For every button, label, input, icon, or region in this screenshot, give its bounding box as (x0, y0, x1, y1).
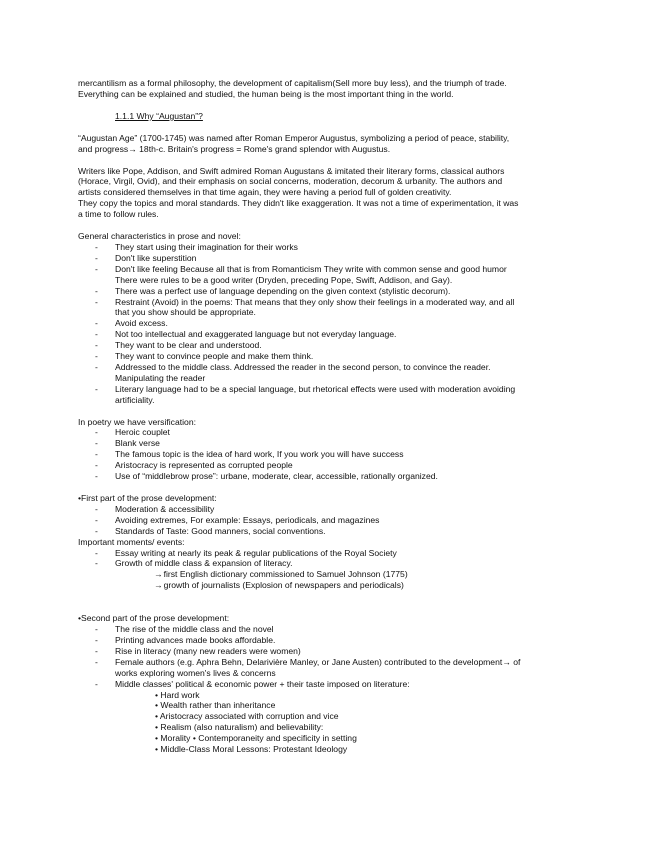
list-item-text: Not too intellectual and exaggerated language but not everyday language. (115, 329, 397, 340)
list-item (78, 362, 576, 384)
dash-marker: - (95, 318, 98, 329)
dash-marker: - (95, 361, 98, 372)
arrow-icon: → (154, 580, 163, 591)
sub-list-item-text: growth of journalists (Explosion of newspapers and periodicals) (163, 580, 404, 591)
list-item (78, 264, 576, 286)
list-item (78, 460, 576, 471)
list-item-text: Growth of middle class & expansion of literacy. (115, 558, 293, 569)
list-item (78, 526, 576, 537)
sub-list-item-text: first English dictionary commissioned to Samuel Johnson (1775) (163, 569, 408, 580)
list-item (78, 253, 576, 264)
list-item-text: Manipulating the reader (115, 372, 206, 383)
list-item (78, 351, 576, 362)
text-line: “Augustan Age” (1700-1745) was named after Roman Emperor Augustus, symbolizing a period of peace, stability, (78, 132, 510, 143)
list-item-text: Essay writing at nearly its peak & regular publications of the Royal Society (115, 547, 397, 558)
dash-marker: - (95, 514, 98, 525)
list-item (78, 548, 576, 559)
text-line: They copy the topics and moral standards. They didn't like exaggeration. It was not a time of experimentation, it was (78, 198, 519, 209)
list-item-text: Don't like feeling Because all that is from Romanticism They write with common sense and good humor (115, 263, 507, 274)
list-item (78, 646, 576, 657)
document-body (78, 78, 576, 755)
list-item-text: They start using their imagination for their works (115, 241, 298, 252)
list-item-text: Addressed to the middle class. Addressed the reader in the second person, to convince the reader. (115, 361, 491, 372)
list-item-text: The famous topic is the idea of hard work, If you work you will have success (115, 449, 404, 460)
dash-marker: - (95, 645, 98, 656)
list-item (78, 558, 576, 569)
bullet-item: • Aristocracy associated with corruption and vice (155, 711, 339, 722)
sub-list-item (78, 580, 576, 591)
first-part-list (78, 504, 576, 537)
list-item (78, 504, 576, 515)
dash-marker: - (95, 471, 98, 482)
list-item (78, 286, 576, 297)
list-item-text: The rise of the middle class and the novel (115, 624, 274, 635)
bullet-item: • Realism (also naturalism) and believability: (155, 722, 324, 733)
list-item (78, 515, 576, 526)
second-part-label: •Second part of the prose development: (78, 613, 230, 624)
dash-marker: - (95, 656, 98, 667)
text-line: (Horace, Virgil, Ovid), and their emphasis on social concerns, moderation, decorum & urbanity. The authors and (78, 176, 503, 187)
text-line: Everything can be explained and studied, the human being is the most important thing in the world. (78, 88, 454, 99)
text-line: and progress→ 18th-c. Britain's progress = Rome's grand splendor with Augustus. (78, 143, 391, 154)
list-item (78, 471, 576, 482)
general-characteristics-list (78, 242, 576, 406)
dash-marker: - (95, 351, 98, 362)
text-line: artists considered themselves in that time again, they were having a period full of golden creativity. (78, 187, 452, 198)
list-item-text: Moderation & accessibility (115, 503, 215, 514)
list-item (78, 679, 576, 690)
dash-marker: - (95, 285, 98, 296)
text-line: Writers like Pope, Addison, and Swift admired Roman Augustans & imitated their literary forms, classical authors (78, 165, 505, 176)
list-item-text: that you show should be appropriate. (115, 307, 256, 318)
list-item-text: Blank verse (115, 438, 160, 449)
bullet-sublist (78, 690, 576, 755)
list-item (78, 329, 576, 340)
augustan-paragraph (78, 133, 576, 155)
second-part-list (78, 624, 576, 755)
list-item (78, 449, 576, 460)
list-item-text: artificiality. (115, 394, 155, 405)
dash-marker: - (95, 634, 98, 645)
bullet-item: • Wealth rather than inheritance (155, 700, 276, 711)
text-line: mercantilism as a formal philosophy, the development of capitalism(Sell more buy less), and the triumph of trade. (78, 78, 507, 88)
list-item-text: Printing advances made books affordable. (115, 634, 276, 645)
list-item-text: Avoid excess. (115, 318, 168, 329)
list-item-text: There were rules to be a good writer (Dryden, preceding Pope, Swift, Addison, and Gay). (115, 274, 453, 285)
dash-marker: - (95, 296, 98, 307)
dash-marker: - (95, 438, 98, 449)
list-item-text: Female authors (e.g. Aphra Behn, Delarivière Manley, or Jane Austen) contributed to the development→ of (115, 656, 521, 667)
dash-marker: - (95, 460, 98, 471)
dash-marker: - (95, 547, 98, 558)
list-item (78, 318, 576, 329)
dash-marker: - (95, 624, 98, 635)
list-item-text: Heroic couplet (115, 427, 170, 438)
list-item-text: Standards of Taste: Good manners, social conventions. (115, 525, 326, 536)
list-item (78, 297, 576, 319)
dash-marker: - (95, 383, 98, 394)
list-item-text: Middle classes' political & economic power + their taste imposed on literature: (115, 678, 410, 689)
dash-marker: - (95, 241, 98, 252)
general-characteristics-label: General characteristics in prose and novel: (78, 231, 241, 242)
list-item (78, 635, 576, 646)
list-item-text: Aristocracy is represented as corrupted people (115, 460, 293, 471)
dash-marker: - (95, 558, 98, 569)
list-item (78, 242, 576, 253)
bullet-item: • Hard work (155, 689, 200, 700)
dash-marker: - (95, 678, 98, 689)
list-item-text: works exploring women's lives & concerns (115, 667, 276, 678)
dash-marker: - (95, 329, 98, 340)
important-moments-label: Important moments/ events: (78, 536, 185, 547)
list-item (78, 427, 576, 438)
sub-list-item (78, 569, 576, 580)
dash-marker: - (95, 263, 98, 274)
list-item-text: There was a perfect use of language depending on the given context (stylistic decorum). (115, 285, 451, 296)
list-item-text: Avoiding extremes, For example: Essays, periodicals, and magazines (115, 514, 380, 525)
first-part-label: •First part of the prose development: (78, 493, 217, 503)
text-line: a time to follow rules. (78, 209, 159, 220)
list-item (78, 384, 576, 406)
arrow-icon: → (154, 569, 163, 580)
poetry-label: In poetry we have versification: (78, 416, 196, 427)
list-item (78, 657, 576, 679)
list-item (78, 438, 576, 449)
writers-paragraph (78, 166, 576, 221)
list-item-text: They want to be clear and understood. (115, 340, 262, 351)
bullet-item: • Morality • Contemporaneity and specificity in setting (155, 733, 357, 744)
dash-marker: - (95, 427, 98, 438)
dash-marker: - (95, 525, 98, 536)
important-moments-list (78, 548, 576, 592)
dash-marker: - (95, 503, 98, 514)
list-item-text: Don't like superstition (115, 252, 197, 263)
list-item-text: Use of “middlebrow prose”: urbane, moderate, clear, accessible, rationally organized. (115, 471, 438, 482)
dash-marker: - (95, 449, 98, 460)
bullet-item: • Middle-Class Moral Lessons: Protestant Ideology (155, 744, 348, 755)
list-item (78, 624, 576, 635)
dash-marker: - (95, 252, 98, 263)
poetry-list (78, 427, 576, 482)
list-item-text: They want to convince people and make them think. (115, 351, 314, 362)
list-item (78, 340, 576, 351)
list-item-text: Restraint (Avoid) in the poems: That means that they only show their feelings in a moderated way, and all (115, 296, 515, 307)
dash-marker: - (95, 340, 98, 351)
intro-paragraph (78, 78, 576, 100)
list-item-text: Rise in literacy (many new readers were women) (115, 645, 301, 656)
list-item-text: Literary language had to be a special language, but rhetorical effects were used with moderation avoiding (115, 383, 516, 394)
section-heading: 1.1.1 Why “Augustan”? (115, 110, 203, 121)
